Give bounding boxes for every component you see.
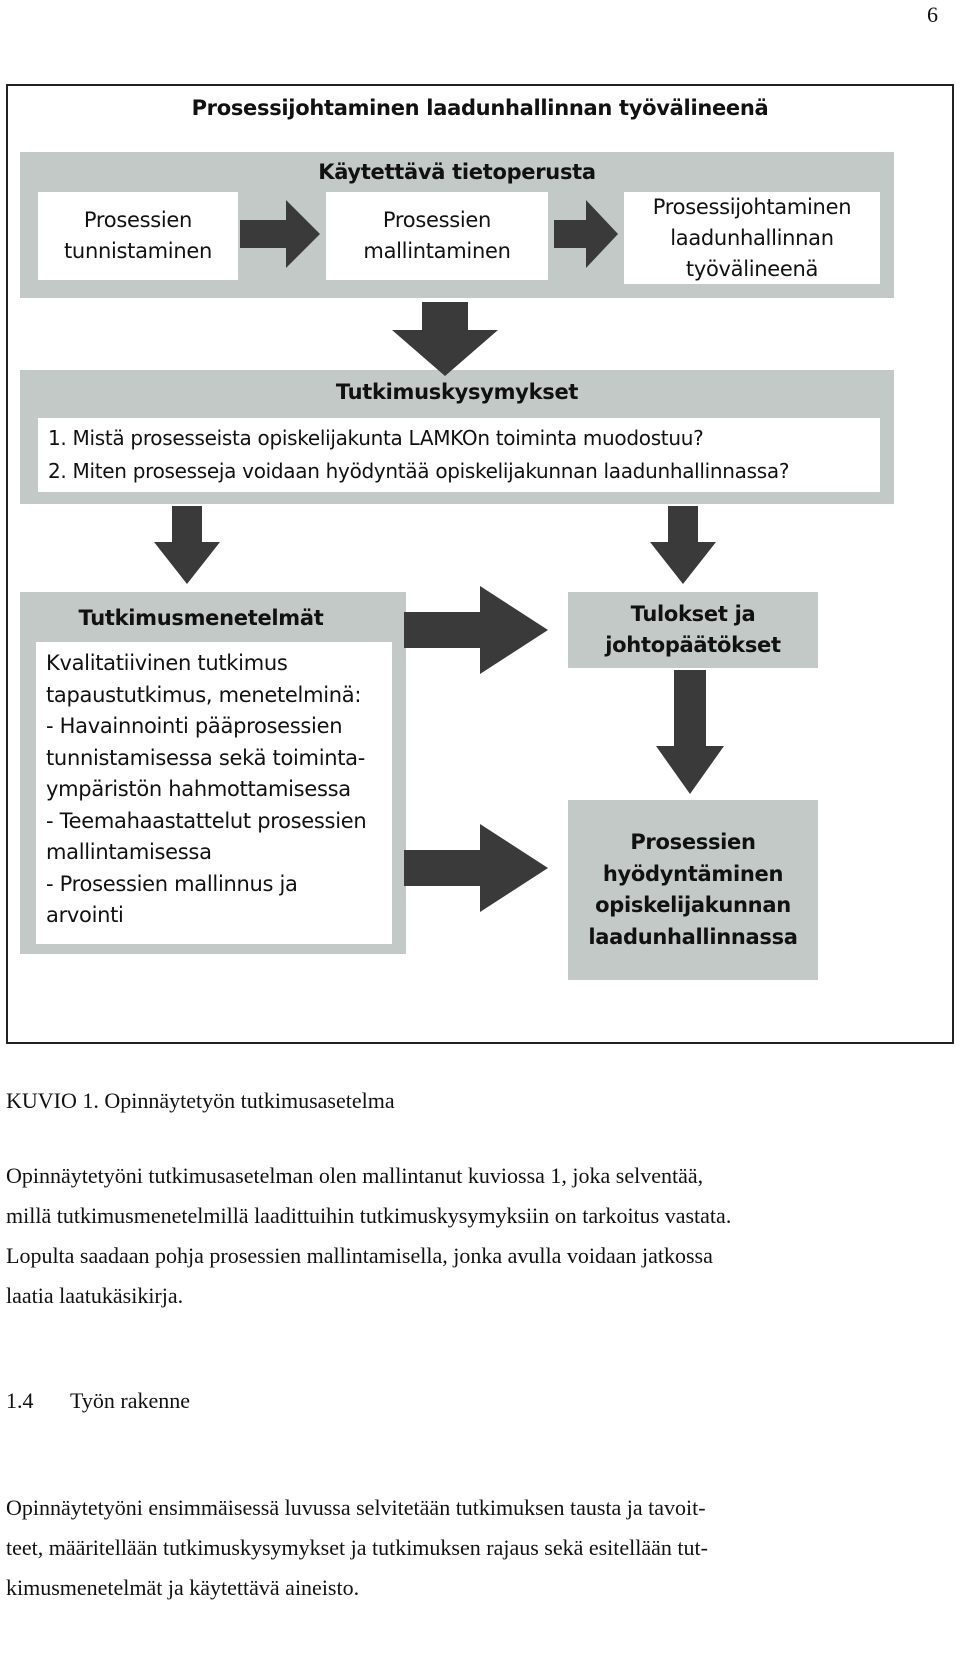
knowledge-base-title: Käytettävä tietoperusta [318,160,596,184]
paragraph-1 [6,1156,946,1316]
methods-line: mallintamisessa [46,840,212,864]
arrow-right-icon [554,200,618,268]
page-number: 6 [927,2,938,27]
figure-research-setup [6,84,954,1044]
paragraph-line: laatia laatukäsikirja. [6,1283,184,1308]
step-process-management: Prosessijohtaminen laadunhallinnan työvälineenä [624,192,880,284]
arrow-right-icon [404,824,548,912]
step-modelling: Prosessien mallintaminen [326,192,548,280]
section-heading [6,1388,190,1414]
methods-line: - Havainnointi pääprosessien [46,714,343,738]
methods-line: arvointi [46,903,124,927]
paragraph-line: Lopulta saadaan pohja prosessien mallintamisella, jonka avulla voidaan jatkossa [6,1243,713,1268]
arrow-down-icon [154,506,220,584]
methods-line: - Prosessien mallinnus ja [46,871,298,896]
paragraph-line: teet, määritellään tutkimuskysymykset ja tutkimuksen rajaus sekä esitellään tut- [6,1535,708,1560]
methods-title: Tutkimusmenetelmät [78,606,324,630]
paragraph-line: kimusmenetelmät ja käytettävä aineisto. [6,1575,360,1600]
paragraph-2 [6,1488,946,1608]
paragraph-line: millä tutkimusmenetelmillä laadittuihin tutkimuskysymyksiin on tarkoitus vastata. [6,1203,732,1228]
methods-line: tapaustutkimus, menetelminä: [46,682,362,707]
results-box: Tulokset ja johtopäätökset [568,592,818,668]
arrow-down-icon [656,670,724,794]
figure-caption: KUVIO 1. Opinnäytetyön tutkimusasetelma [6,1088,395,1113]
flow-arrows [8,86,952,1042]
figure-title: Prosessijohtaminen laadunhallinnan työvälineenä [191,96,769,120]
paragraph-line: Opinnäytetyöni tutkimusasetelman olen mallintanut kuviossa 1, joka selventää, [6,1163,704,1188]
arrow-down-icon [650,506,716,584]
utilization-box: Prosessien hyödyntäminen opiskelijakunnan laadunhallinnassa [568,800,818,980]
step-identification: Prosessien tunnistaminen [38,192,238,280]
research-question-2: 2. Miten prosesseja voidaan hyödyntää opiskelijakunnan laadunhallinnassa? [48,459,790,483]
methods-line: ympäristön hahmottamisessa [46,777,351,801]
research-question-1: 1. Mistä prosesseista opiskelijakunta LAMKOn toiminta muodostuu? [48,426,704,450]
paragraph-line: Opinnäytetyöni ensimmäisessä luvussa selvitetään tutkimuksen tausta ja tavoit- [6,1495,706,1520]
section-number: 1.4 [6,1388,34,1413]
arrow-down-icon [392,302,498,376]
section-title: Työn rakenne [70,1388,191,1413]
arrow-right-icon [240,200,320,268]
methods-line: Kvalitatiivinen tutkimus [46,651,288,675]
research-questions-title: Tutkimuskysymykset [335,380,579,404]
methods-line: tunnistamisessa sekä toiminta- [46,745,366,770]
methods-line: - Teemahaastattelut prosessien [46,808,367,833]
arrow-right-icon [404,586,548,674]
